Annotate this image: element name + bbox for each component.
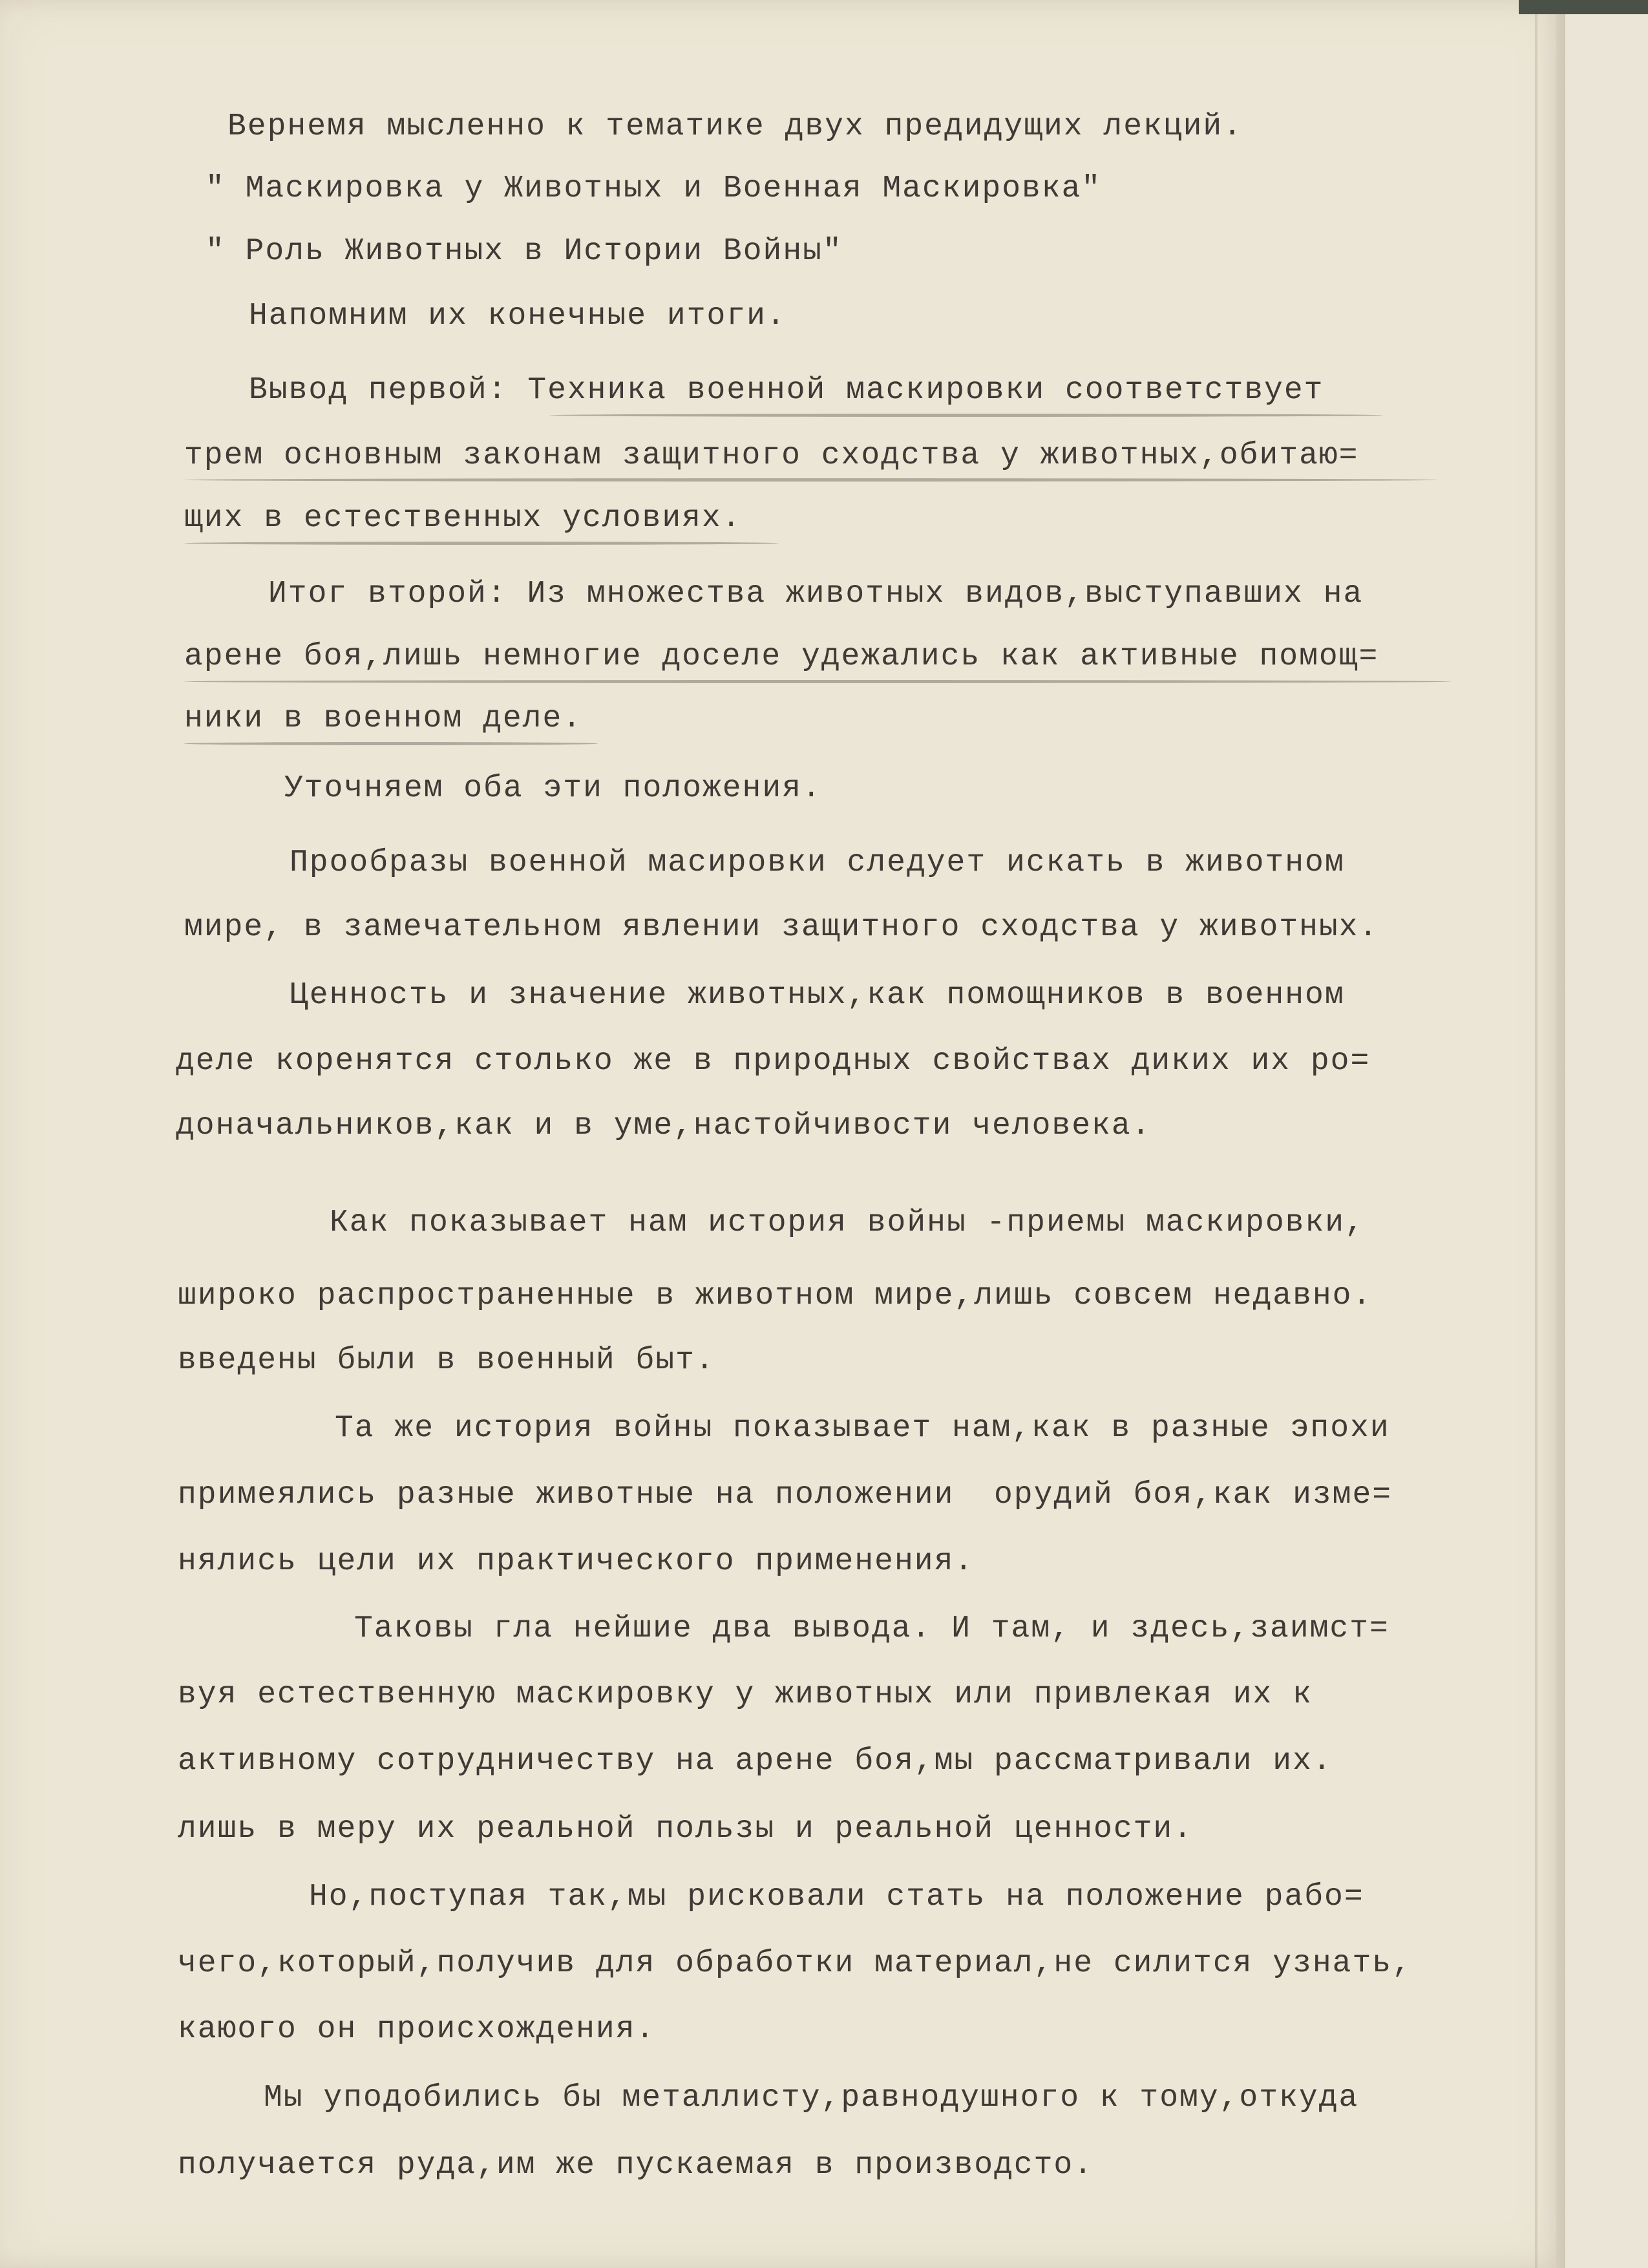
text-line: Как показывает нам история войны -приемы маскировки,: [330, 1205, 1365, 1240]
text-line: Вывод первой: Техника военной маскировки соответствует: [249, 373, 1324, 408]
text-line: вуя естественную маскировку у животных или привлекая их к: [178, 1677, 1313, 1712]
text-line: получается руда,им же пускаемая в производсто.: [178, 2148, 1094, 2183]
text-line: Уточняем оба эти положения.: [284, 771, 822, 806]
text-line: Мы уподобились бы металлисту,равнодушного к тому,откуда: [264, 2081, 1359, 2115]
pencil-underline: [184, 680, 1451, 683]
text-line: нялись цели их практического применения.: [178, 1544, 975, 1579]
text-line: каюого он происхождения.: [178, 2012, 656, 2047]
text-line: Таковы гла нейшие два вывода. И там, и здесь,заимст=: [354, 1611, 1389, 1646]
text-line: лишь в меру их реальной пользы и реальной ценности.: [178, 1812, 1194, 1847]
text-line: введены были в военный быт.: [178, 1343, 715, 1378]
pencil-underline: [184, 542, 779, 545]
text-line: Но,поступая так,мы рисковали стать на положение рабо=: [309, 1880, 1364, 1914]
text-line: Итог второй: Из множества животных видов,выступавших на: [268, 577, 1364, 611]
text-line: деле коренятся столько же в природных свойствах диких их ро=: [176, 1044, 1371, 1079]
text-line: примеялись разные животные на положении орудий боя,как изме=: [178, 1478, 1393, 1512]
text-line: мире, в замечательном явлении защитного сходства у животных.: [184, 910, 1379, 945]
text-line: ники в военном деле.: [184, 701, 583, 736]
text-line: " Роль Животных в Истории Войны": [206, 234, 843, 269]
text-line: Прообразы военной масировки следует искать в животном: [290, 845, 1345, 880]
text-line: Напомним их конечные итоги.: [249, 299, 787, 334]
text-line: щих в естественных условиях.: [184, 501, 742, 536]
pencil-underline: [184, 478, 1438, 482]
pencil-underline: [184, 742, 598, 745]
pencil-underline: [549, 414, 1383, 417]
text-line: чего,который,получив для обработки материал,не силится узнать,: [178, 1946, 1412, 1981]
text-line: активному сотрудничеству на арене боя,мы рассматривали их.: [178, 1744, 1333, 1779]
text-line: " Маскировка у Животных и Военная Маскировка": [206, 171, 1102, 206]
text-line: Та же история войны показывает нам,как в разные эпохи: [335, 1411, 1390, 1446]
text-line: Вернемя мысленно к тематике двух предидущих лекций.: [227, 109, 1243, 144]
text-line: Ценность и значение животных,как помощников в военном: [290, 978, 1345, 1013]
text-line: арене боя,лишь немногие доселе удежались как активные помощ=: [184, 639, 1379, 674]
text-line: доначальников,как и в уме,настойчивости человека.: [176, 1108, 1152, 1143]
text-line: трем основным законам защитного сходства у животных,обитаю=: [184, 438, 1359, 473]
text-line: широко распространенные в животном мире,лишь совсем недавно.: [178, 1278, 1373, 1313]
